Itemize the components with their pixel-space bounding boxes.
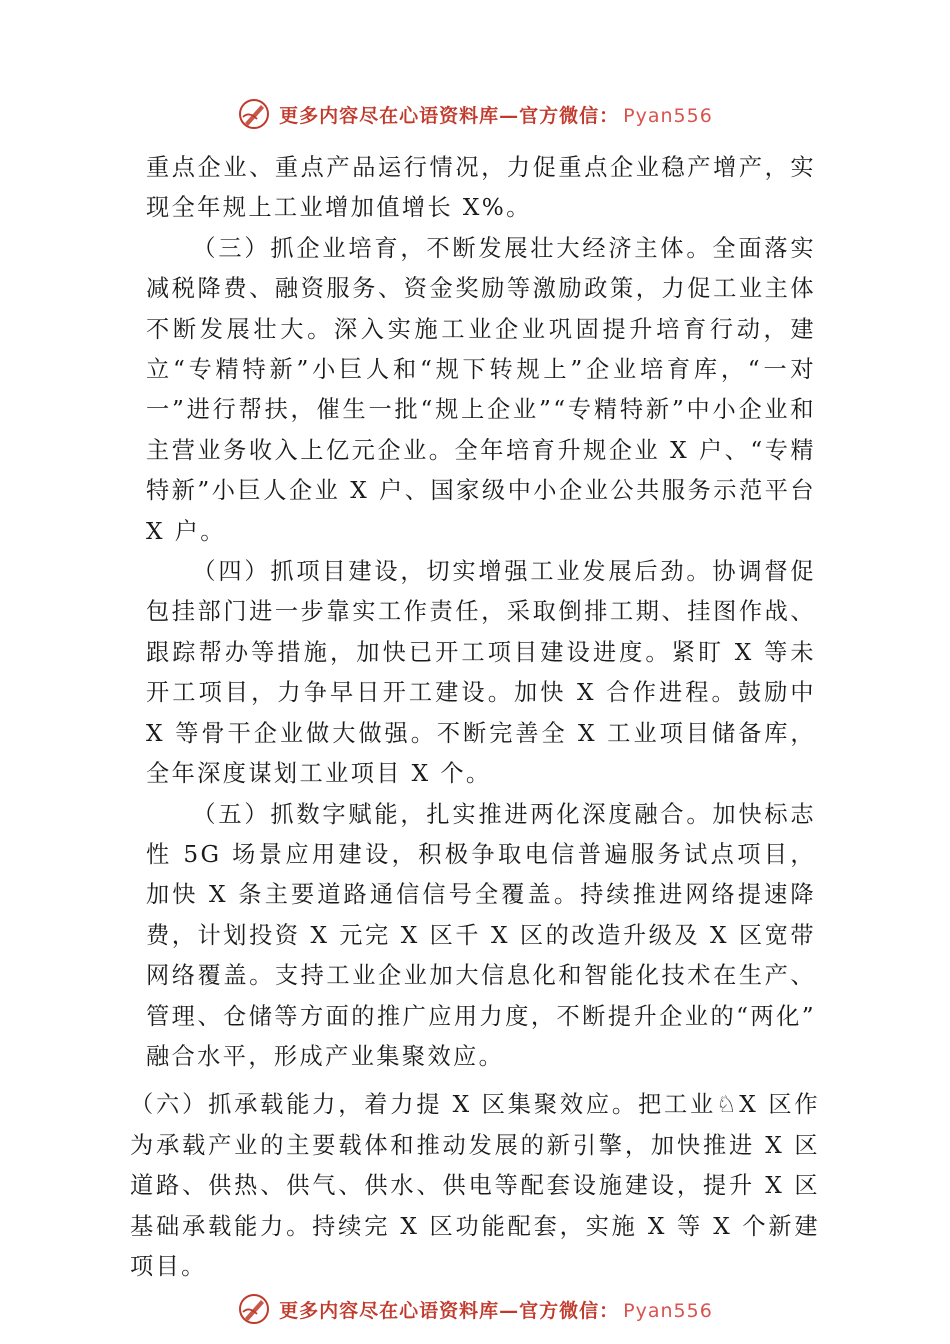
header-banner-text xyxy=(279,101,713,128)
header-banner xyxy=(0,92,950,136)
footer-banner-id: Pyan556 xyxy=(623,1299,713,1322)
pen-logo-icon xyxy=(237,97,271,131)
pen-logo-icon xyxy=(237,1292,271,1326)
document-body xyxy=(130,148,820,1287)
footer-banner xyxy=(0,1287,950,1331)
header-banner-label: 更多内容尽在心语资料库—官方微信： xyxy=(279,104,620,127)
paragraph-continuation: 重点企业、重点产品运行情况，力促重点企业稳产增产，实现全年规上工业增加值增长 X%。 xyxy=(146,154,816,222)
paragraph-section-3: （三）抓企业培育，不断发展壮大经济主体。全面落实减税降费、融资服务、资金奖励等激励政策，力促工业主体不断发展壮大。深入实施工业企业巩固提升培育行动，建立“专精特新”小巨人和“规下转规上”企业培育库，“一对一”进行帮扶，催生一批“规上企业”“专精特新”中小企业和主营业务收入上亿元企业。全年培育升规企业 X 户、“专精特新”小巨人企业 X 户、国家级中小企业公共服务示范平台 X 户。 xyxy=(146,234,816,545)
footer-banner-text xyxy=(279,1296,713,1323)
paragraph-section-4: （四）抓项目建设，切实增强工业发展后劲。协调督促包挂部门进一步靠实工作责任，采取倒排工期、挂图作战、 跟踪帮办等措施，加快已开工项目建设进度。紧盯 X 等未开工项目，力争早日开工建设。加快 X 合作进程。鼓励中 X 等骨干企业做大做强。不断完善全 X 工业项目储备库，全年深度谋划工业项目 X 个。 xyxy=(146,558,816,788)
footer-banner-label: 更多内容尽在心语资料库—官方微信： xyxy=(279,1299,620,1322)
paragraph-section-5: （五）抓数字赋能，扎实推进两化深度融合。加快标志性 5G 场景应用建设，积极争取电信普遍服务试点项目，加快 X 条主要道路通信信号全覆盖。持续推进网络提速降费，计划投资 X 元完 X 区千 X 区的改造升级及 X 区宽带网络覆盖。支持工业企业加大信息化和智能化技术在生产、 管理、仓储等方面的推广应用力度，不断提升企业的“两化” 融合水平，形成产业集聚效应。 xyxy=(146,800,816,1070)
header-banner-id: Pyan556 xyxy=(623,104,713,127)
paragraph-section-6: （六）抓承载能力，着力提 X 区集聚效应。把工业♘X 区作为承载产业的主要载体和推动发展的新引擎，加快推进 X 区道路、供热、供气、供水、供电等配套设施建设，提升 X 区基础承载能力。持续完 X 区功能配套，实施 X 等 X 个新建项目。 xyxy=(130,1091,820,1280)
